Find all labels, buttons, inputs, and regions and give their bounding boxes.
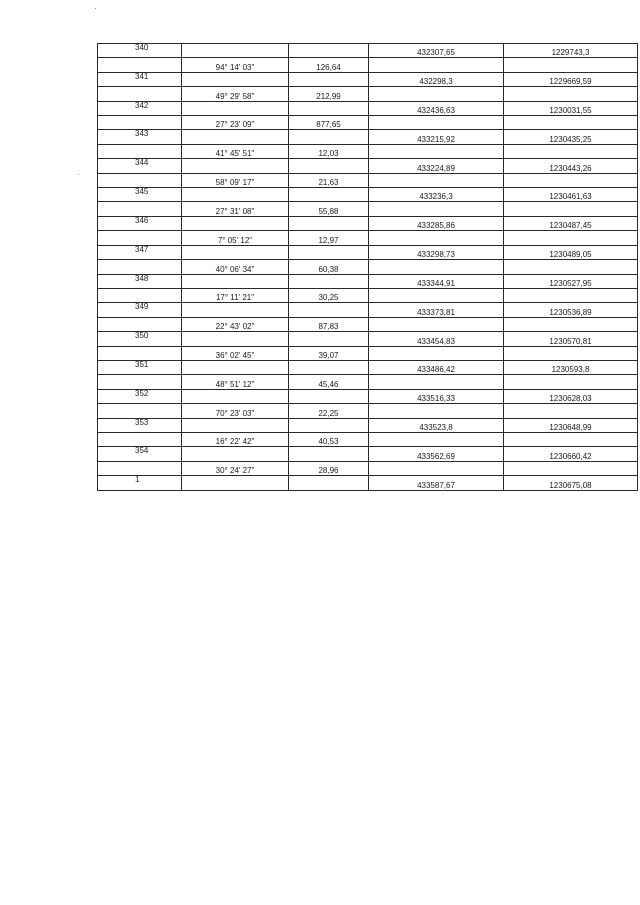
empty-cell: [182, 72, 289, 86]
direction-angle: 94° 14' 03": [182, 58, 289, 72]
empty-cell: [289, 303, 369, 317]
empty-cell: [369, 231, 504, 245]
point-number: 348: [98, 274, 182, 288]
point-row: [98, 216, 638, 230]
empty-cell: [98, 404, 182, 418]
empty-cell: [289, 274, 369, 288]
coordinate-x: 433215,92: [369, 130, 504, 144]
coordinate-y: 1230536,89: [504, 303, 638, 317]
coordinate-x: 433486,42: [369, 360, 504, 374]
empty-cell: [289, 216, 369, 230]
segment-length: 28,96: [289, 461, 369, 475]
point-row: [98, 159, 638, 173]
coordinate-x: 432436,63: [369, 101, 504, 115]
point-number: 1: [98, 476, 182, 490]
empty-cell: [98, 231, 182, 245]
empty-cell: [289, 476, 369, 490]
segment-row: [98, 231, 638, 245]
segment-row: [98, 375, 638, 389]
coordinate-y: 1230031,55: [504, 101, 638, 115]
point-number: 350: [98, 332, 182, 346]
empty-cell: [504, 404, 638, 418]
segment-length: 39,07: [289, 346, 369, 360]
segment-row: [98, 87, 638, 101]
direction-angle: 22° 43' 02": [182, 317, 289, 331]
empty-cell: [289, 101, 369, 115]
coordinate-x: 433454,83: [369, 332, 504, 346]
point-number: 352: [98, 389, 182, 403]
segment-length: 877,65: [289, 116, 369, 130]
segment-row: [98, 58, 638, 72]
segment-row: [98, 202, 638, 216]
segment-row: [98, 144, 638, 158]
segment-length: 30,25: [289, 288, 369, 302]
direction-angle: 16° 22' 42": [182, 432, 289, 446]
coordinate-x: 432298,3: [369, 72, 504, 86]
segment-length: 22,25: [289, 404, 369, 418]
coordinate-y: 1230675,08: [504, 476, 638, 490]
empty-cell: [98, 432, 182, 446]
empty-cell: [369, 260, 504, 274]
empty-cell: [182, 101, 289, 115]
coordinate-y: 1230570,81: [504, 332, 638, 346]
coordinate-x: 433562,69: [369, 447, 504, 461]
direction-angle: 27° 31' 08": [182, 202, 289, 216]
empty-cell: [369, 432, 504, 446]
direction-angle: 30° 24' 27": [182, 461, 289, 475]
empty-cell: [504, 461, 638, 475]
empty-cell: [504, 260, 638, 274]
direction-angle: 41° 45' 51": [182, 144, 289, 158]
empty-cell: [98, 116, 182, 130]
segment-length: 12,97: [289, 231, 369, 245]
empty-cell: [369, 58, 504, 72]
point-row: [98, 44, 638, 58]
direction-angle: 7° 05' 12": [182, 231, 289, 245]
direction-angle: 36° 02' 45": [182, 346, 289, 360]
empty-cell: [289, 245, 369, 259]
coordinate-x: 433373,81: [369, 303, 504, 317]
coordinate-x: 433523,8: [369, 418, 504, 432]
empty-cell: [369, 375, 504, 389]
empty-cell: [182, 303, 289, 317]
point-row: [98, 72, 638, 86]
empty-cell: [504, 87, 638, 101]
coordinates-table: [97, 43, 638, 491]
direction-angle: 40° 06' 34": [182, 260, 289, 274]
empty-cell: [182, 44, 289, 58]
scan-speck: [78, 174, 79, 175]
empty-cell: [98, 317, 182, 331]
empty-cell: [289, 44, 369, 58]
empty-cell: [182, 245, 289, 259]
segment-row: [98, 116, 638, 130]
direction-angle: 70° 23' 03": [182, 404, 289, 418]
empty-cell: [289, 72, 369, 86]
coordinate-y: 1230527,95: [504, 274, 638, 288]
point-row: [98, 332, 638, 346]
point-row: [98, 101, 638, 115]
coordinate-y: 1230443,26: [504, 159, 638, 173]
coordinate-y: 1229743,3: [504, 44, 638, 58]
point-row: [98, 130, 638, 144]
empty-cell: [182, 130, 289, 144]
empty-cell: [289, 389, 369, 403]
empty-cell: [289, 130, 369, 144]
coordinate-x: 433224,89: [369, 159, 504, 173]
point-row: [98, 245, 638, 259]
empty-cell: [504, 202, 638, 216]
segment-row: [98, 260, 638, 274]
coordinate-y: 1230660,42: [504, 447, 638, 461]
segment-row: [98, 461, 638, 475]
empty-cell: [98, 202, 182, 216]
empty-cell: [504, 173, 638, 187]
empty-cell: [369, 144, 504, 158]
segment-row: [98, 432, 638, 446]
segment-length: 126,64: [289, 58, 369, 72]
empty-cell: [504, 432, 638, 446]
point-row: [98, 418, 638, 432]
direction-angle: 58° 09' 17": [182, 173, 289, 187]
point-number: 342: [98, 101, 182, 115]
segment-row: [98, 173, 638, 187]
empty-cell: [182, 389, 289, 403]
segment-length: 45,46: [289, 375, 369, 389]
coordinate-x: 433285,86: [369, 216, 504, 230]
empty-cell: [182, 216, 289, 230]
coordinate-y: 1230489,05: [504, 245, 638, 259]
coordinate-x: 433516,33: [369, 389, 504, 403]
point-row: [98, 360, 638, 374]
point-number: 347: [98, 245, 182, 259]
point-number: 353: [98, 418, 182, 432]
coordinate-x: 433298,73: [369, 245, 504, 259]
segment-length: 212,99: [289, 87, 369, 101]
empty-cell: [369, 87, 504, 101]
coordinate-y: 1230487,45: [504, 216, 638, 230]
coordinate-x: 433344,91: [369, 274, 504, 288]
segment-length: 12,03: [289, 144, 369, 158]
empty-cell: [504, 375, 638, 389]
coordinate-x: 433587,67: [369, 476, 504, 490]
point-row: [98, 274, 638, 288]
empty-cell: [98, 461, 182, 475]
point-number: 340: [98, 44, 182, 58]
coordinate-y: 1230435,25: [504, 130, 638, 144]
coordinate-y: 1229669,59: [504, 72, 638, 86]
empty-cell: [369, 202, 504, 216]
empty-cell: [98, 346, 182, 360]
coordinate-y: 1230648,99: [504, 418, 638, 432]
coordinate-y: 1230461,63: [504, 188, 638, 202]
empty-cell: [369, 404, 504, 418]
segment-length: 21,63: [289, 173, 369, 187]
empty-cell: [182, 159, 289, 173]
point-row: [98, 188, 638, 202]
coordinate-x: 432307,65: [369, 44, 504, 58]
point-number: 349: [98, 303, 182, 317]
empty-cell: [182, 476, 289, 490]
direction-angle: 49° 29' 58": [182, 87, 289, 101]
empty-cell: [504, 116, 638, 130]
empty-cell: [369, 317, 504, 331]
empty-cell: [504, 144, 638, 158]
empty-cell: [369, 173, 504, 187]
point-number: 345: [98, 188, 182, 202]
coordinate-x: 433236,3: [369, 188, 504, 202]
empty-cell: [504, 58, 638, 72]
point-number: 344: [98, 159, 182, 173]
empty-cell: [98, 260, 182, 274]
point-number: 343: [98, 130, 182, 144]
empty-cell: [504, 288, 638, 302]
segment-row: [98, 288, 638, 302]
empty-cell: [182, 418, 289, 432]
empty-cell: [289, 188, 369, 202]
empty-cell: [98, 58, 182, 72]
segment-length: 55,88: [289, 202, 369, 216]
point-number: 341: [98, 72, 182, 86]
segment-row: [98, 317, 638, 331]
empty-cell: [98, 173, 182, 187]
empty-cell: [182, 188, 289, 202]
point-row: [98, 476, 638, 490]
empty-cell: [289, 360, 369, 374]
coordinate-y: 1230628,03: [504, 389, 638, 403]
segment-length: 40,53: [289, 432, 369, 446]
point-number: 351: [98, 360, 182, 374]
point-number: 346: [98, 216, 182, 230]
point-row: [98, 447, 638, 461]
empty-cell: [504, 231, 638, 245]
point-row: [98, 303, 638, 317]
empty-cell: [98, 375, 182, 389]
point-number: 354: [98, 447, 182, 461]
empty-cell: [98, 288, 182, 302]
empty-cell: [369, 461, 504, 475]
empty-cell: [369, 116, 504, 130]
segment-length: 87,83: [289, 317, 369, 331]
segment-row: [98, 404, 638, 418]
empty-cell: [289, 159, 369, 173]
empty-cell: [182, 447, 289, 461]
empty-cell: [98, 144, 182, 158]
direction-angle: 48° 51' 12": [182, 375, 289, 389]
direction-angle: 27° 23' 09": [182, 116, 289, 130]
empty-cell: [369, 288, 504, 302]
empty-cell: [504, 346, 638, 360]
direction-angle: 17° 11' 21": [182, 288, 289, 302]
segment-length: 60,38: [289, 260, 369, 274]
empty-cell: [369, 346, 504, 360]
empty-cell: [182, 360, 289, 374]
empty-cell: [289, 447, 369, 461]
point-row: [98, 389, 638, 403]
segment-row: [98, 346, 638, 360]
empty-cell: [289, 418, 369, 432]
scan-speck: [95, 8, 96, 9]
empty-cell: [182, 332, 289, 346]
empty-cell: [504, 317, 638, 331]
empty-cell: [98, 87, 182, 101]
coordinate-y: 1230593,8: [504, 360, 638, 374]
empty-cell: [182, 274, 289, 288]
empty-cell: [289, 332, 369, 346]
